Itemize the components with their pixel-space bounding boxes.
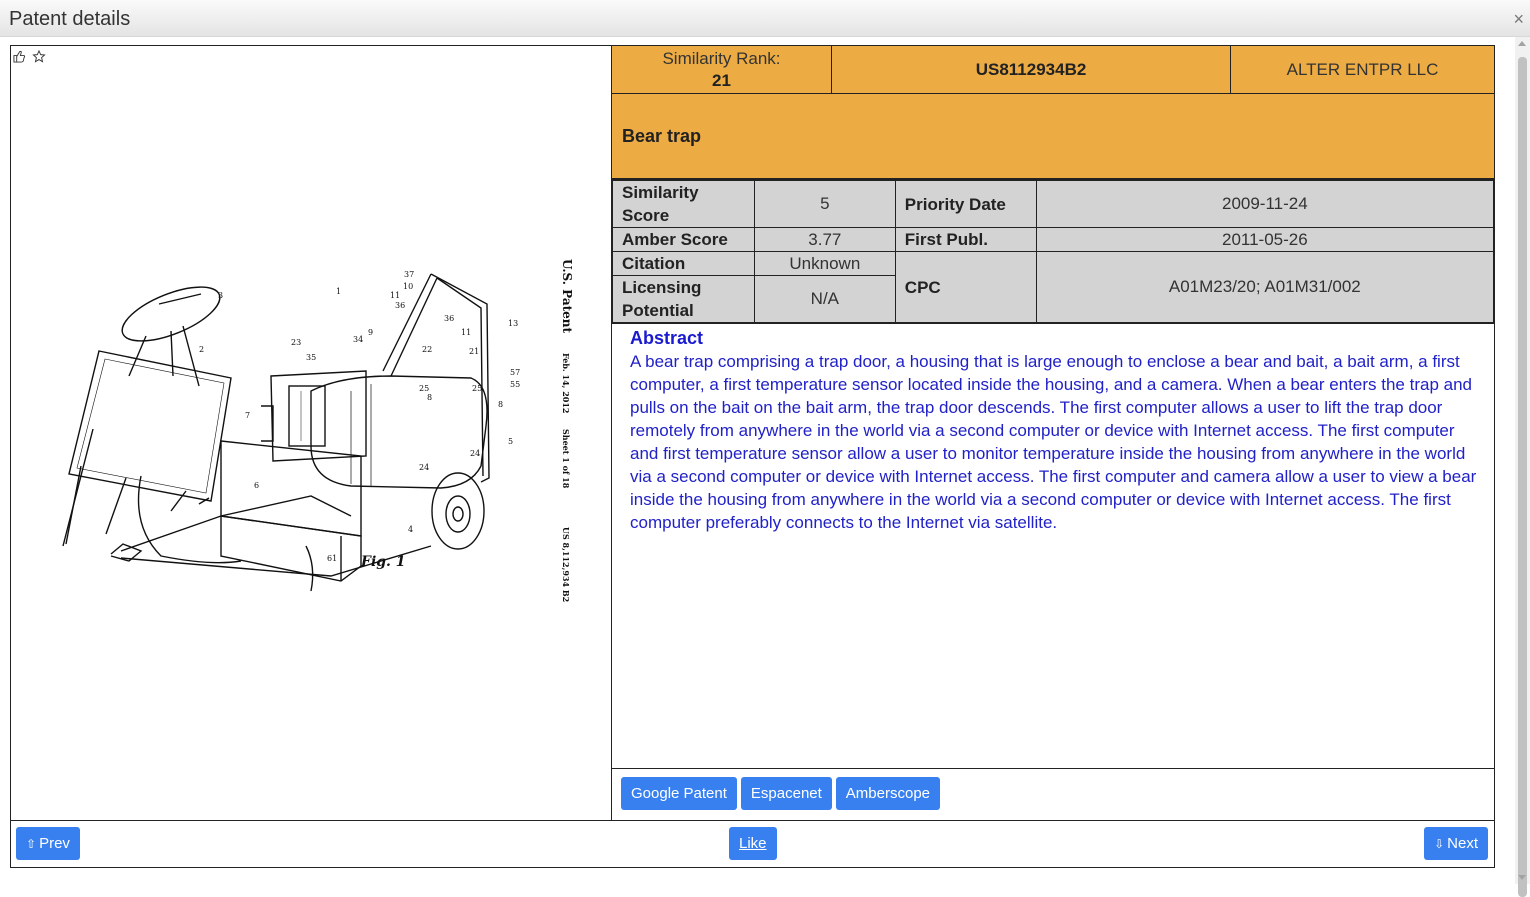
patent-metadata-table <box>612 180 1494 323</box>
cpc-label: CPC <box>895 252 1036 323</box>
drawing-ref-number: 7 <box>245 411 251 420</box>
drawing-ref-number: 36 <box>444 314 455 323</box>
thumbs-up-icon[interactable] <box>13 50 26 66</box>
close-icon[interactable]: × <box>1513 9 1524 29</box>
drawing-ref-number: 11 <box>461 328 472 337</box>
similarity-score-label: Similarity Score <box>613 181 755 228</box>
licensing-potential-label: Licensing Potential <box>613 276 755 323</box>
drawing-ref-number: 11 <box>390 291 401 300</box>
drawing-ref-number: 9 <box>368 328 374 337</box>
abstract-section <box>612 323 1494 769</box>
drawing-ref-number: 57 <box>510 368 521 377</box>
drawing-ref-number: 35 <box>306 353 317 362</box>
citation-label: Citation <box>613 252 755 276</box>
scroll-up-arrow-icon[interactable] <box>1518 41 1526 46</box>
drawing-ref-number: 61 <box>327 554 338 563</box>
drawing-ref-number: 37 <box>404 270 415 279</box>
scroll-down-arrow-icon[interactable] <box>1518 875 1526 880</box>
assignee: ALTER ENTPR LLC <box>1231 46 1494 94</box>
abstract-heading: Abstract <box>630 328 704 348</box>
drawing-ref-number: 24 <box>419 463 430 472</box>
navigation-footer <box>10 821 1495 868</box>
drawing-ref-number: 23 <box>291 338 302 347</box>
dialog-title: Patent details <box>9 8 131 30</box>
espacenet-button[interactable]: Espacenet <box>741 777 832 810</box>
google-patent-button[interactable]: Google Patent <box>621 777 737 810</box>
citation-value: Unknown <box>754 252 895 276</box>
similarity-rank-label: Similarity Rank: <box>662 48 781 68</box>
drawing-ref-number: 1 <box>336 287 342 296</box>
drawing-front-box <box>221 441 361 536</box>
priority-date-value: 2009-11-24 <box>1036 181 1493 228</box>
drawing-date-text: Feb. 14, 2012 <box>561 353 571 414</box>
first-publ-label: First Publ. <box>895 228 1036 252</box>
patent-details-panel <box>611 45 1495 821</box>
drawing-trailer-tongue <box>121 496 351 551</box>
prev-button[interactable] <box>16 827 80 860</box>
drawing-ref-number: 24 <box>470 449 481 458</box>
cpc-value: A01M23/20; A01M31/002 <box>1036 252 1493 323</box>
first-publ-value: 2011-05-26 <box>1036 228 1493 252</box>
drawing-ref-number: 8 <box>498 400 504 409</box>
drawing-housing <box>311 376 487 488</box>
external-links <box>621 777 940 810</box>
drawing-ref-number: 36 <box>395 301 406 310</box>
drawing-ref-number: 55 <box>510 380 521 389</box>
star-icon[interactable] <box>32 50 46 66</box>
amberscope-button[interactable]: Amberscope <box>836 777 940 810</box>
drawing-ref-number: 2 <box>199 345 205 354</box>
drawing-solar-panel <box>69 351 231 501</box>
amber-score-value: 3.77 <box>754 228 895 252</box>
drawing-number-text: US 8,112,934 B2 <box>561 527 571 603</box>
arrow-up-icon: ⇧ <box>26 836 37 851</box>
amber-score-label: Amber Score <box>613 228 755 252</box>
prev-label: Prev <box>39 835 70 852</box>
similarity-score-value: 5 <box>754 181 895 228</box>
next-label: Next <box>1447 835 1478 852</box>
next-button[interactable] <box>1424 827 1488 860</box>
abstract-text: A bear trap comprising a trap door, a housing that is large enough to enclose a bear and bait, a bait arm, a first computer, a first temperature sensor located inside the housing, and a camera. When a bear enters the trap and pulls on the bait on the bait arm, the trap door descends. The first computer allows a user to lift the trap door remotely from anywhere in the world via a second computer or device with Internet access. The first computer and first temperature sensor allow a user to monitor temperature inside the housing from anywhere in the world via a second computer or device with Internet access. The first computer and camera allow a user to view a bear inside the housing from anywhere in the world via a second computer or device with Internet access. The first computer preferably connects to the Internet via satellite. <box>630 352 1477 532</box>
image-actions <box>13 50 48 66</box>
drawing-figure-label: Fig. 1 <box>361 554 406 570</box>
arrow-down-icon: ⇩ <box>1434 836 1445 851</box>
drawing-ref-number: 5 <box>508 437 514 446</box>
drawing-ref-number: 10 <box>403 282 414 291</box>
priority-date-label: Priority Date <box>895 181 1036 228</box>
drawing-sheet-text: Sheet 1 of 18 <box>561 429 571 489</box>
drawing-ref-number: 6 <box>254 481 260 490</box>
drawing-ref-number: 25 <box>472 384 483 393</box>
licensing-potential-value: N/A <box>754 276 895 323</box>
scrollbar-thumb[interactable] <box>1518 57 1527 897</box>
drawing-ref-number: 4 <box>408 525 414 534</box>
dialog-titlebar <box>0 0 1530 37</box>
patent-drawing <box>11 46 611 820</box>
vertical-scrollbar[interactable] <box>1515 37 1530 884</box>
patent-drawing-panel <box>10 45 612 821</box>
drawing-ref-number: 22 <box>422 345 433 354</box>
drawing-ref-number: 8 <box>427 393 433 402</box>
drawing-ref-number: 25 <box>419 384 430 393</box>
patent-title: Bear trap <box>612 94 1494 180</box>
drawing-ref-number: 21 <box>469 347 480 356</box>
drawing-ref-number: 3 <box>218 291 224 300</box>
drawing-ref-number: 13 <box>508 319 519 328</box>
patent-header-row <box>612 46 1494 94</box>
drawing-header-text: U.S. Patent <box>560 259 574 334</box>
similarity-rank-value: 21 <box>712 70 731 90</box>
patent-number: US8112934B2 <box>832 46 1231 94</box>
like-button[interactable]: Like <box>729 827 777 860</box>
drawing-ref-number: 34 <box>353 335 364 344</box>
similarity-rank-cell <box>612 46 832 94</box>
